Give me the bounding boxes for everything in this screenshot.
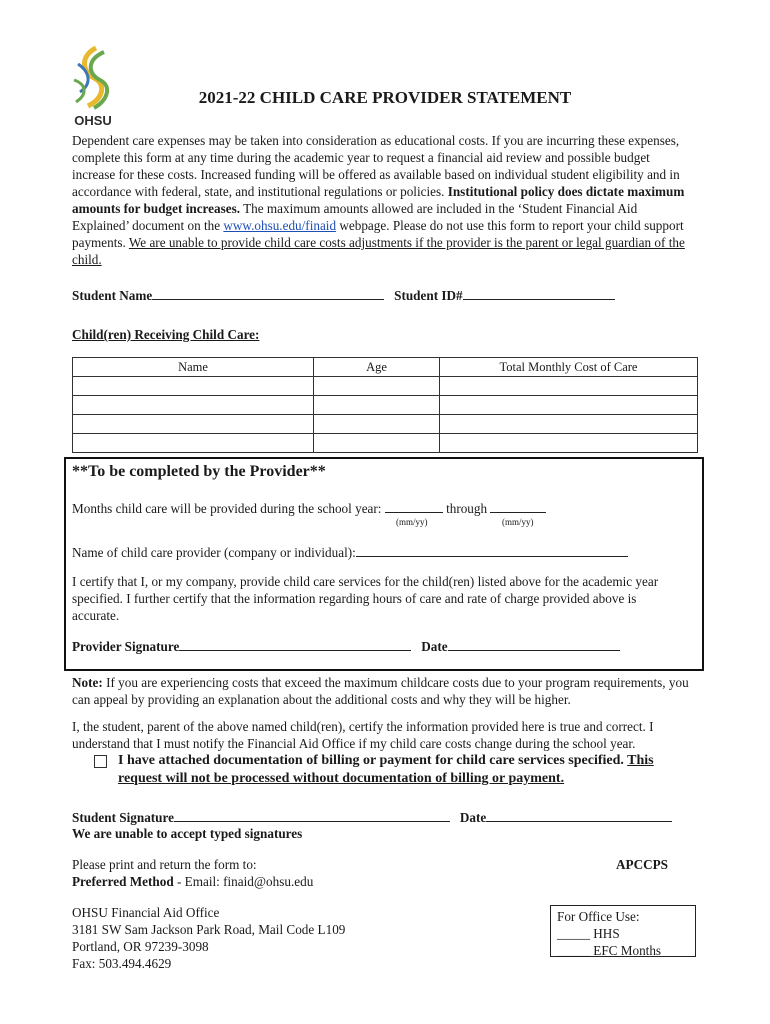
note-paragraph bbox=[72, 674, 694, 708]
attach-text: I have attached documentation of billing or payment for child care services specified. bbox=[118, 753, 624, 768]
attach-statement bbox=[118, 752, 698, 788]
child-cost-cell[interactable] bbox=[440, 415, 698, 434]
col-age-header: Age bbox=[314, 358, 440, 377]
format-hint-start: (mm/yy) bbox=[396, 517, 428, 527]
child-age-cell[interactable] bbox=[314, 415, 440, 434]
table-row bbox=[73, 434, 698, 453]
provider-certify-text: I certify that I, or my company, provide child care services for the child(ren) listed above for the academic year specified. I further certify that the information regarding hours of care and rate of charge provided above is accurate. bbox=[72, 574, 659, 623]
intro-text: Dependent care expenses may be taken into consideration as educational costs. If you are incurring these expenses, complete this form at any time during the academic year to request a financial aid review and possible budget increase for these costs. Increased funding will be offered as available based on individual student eligibility and in accordance with federal, state, and institutional regulations or policies. bbox=[72, 133, 680, 199]
student-signature-line bbox=[72, 808, 672, 826]
address-line: Fax: 503.494.4629 bbox=[72, 956, 172, 971]
provider-signature-field[interactable] bbox=[179, 637, 411, 651]
child-cost-cell[interactable] bbox=[440, 377, 698, 396]
address-line: OHSU Financial Aid Office bbox=[72, 905, 220, 920]
student-line bbox=[72, 286, 615, 304]
provider-name-label: Name of child care provider (company or individual): bbox=[72, 545, 356, 560]
intro-text-3: webpage. Please do not use this form to report your child support payments. bbox=[72, 218, 684, 250]
form-title: 2021-22 CHILD CARE PROVIDER STATEMENT bbox=[198, 88, 572, 107]
ohsu-logo bbox=[64, 44, 122, 126]
table-row bbox=[73, 396, 698, 415]
child-name-cell[interactable] bbox=[73, 377, 314, 396]
children-heading: Child(ren) Receiving Child Care: bbox=[72, 327, 260, 342]
typed-signature-note: We are unable to accept typed signatures bbox=[72, 826, 303, 841]
note-text: If you are experiencing costs that exceed the maximum childcare costs due to your program requirements, you can appeal by providing an explanation about the additional costs and why they will be higher. bbox=[72, 675, 689, 707]
preferred-method-label: Preferred Method bbox=[72, 874, 174, 889]
office-use-efc: _____ EFC Months bbox=[557, 943, 662, 958]
table-header-row bbox=[73, 358, 698, 377]
office-use-hhs: _____ HHS bbox=[557, 926, 620, 941]
office-use-title: For Office Use: bbox=[557, 909, 640, 924]
provider-name-field[interactable] bbox=[356, 543, 628, 557]
student-id-label: Student ID# bbox=[394, 288, 463, 303]
child-name-cell[interactable] bbox=[73, 434, 314, 453]
logo-text: OHSU bbox=[74, 113, 112, 128]
preferred-method bbox=[72, 873, 313, 890]
intro-paragraph bbox=[72, 132, 694, 268]
student-name-field[interactable] bbox=[152, 286, 384, 300]
note-label: Note: bbox=[72, 675, 103, 690]
child-cost-cell[interactable] bbox=[440, 434, 698, 453]
intro-policy-bold: Institutional policy does dictate maximum amounts for budget increases. bbox=[72, 184, 685, 216]
months-start-field[interactable] bbox=[385, 499, 443, 513]
student-date-label: Date bbox=[459, 810, 487, 825]
child-cost-cell[interactable] bbox=[440, 396, 698, 415]
col-cost-header: Total Monthly Cost of Care bbox=[440, 358, 698, 377]
attach-underlined-warning: This request will not be processed without documentation of billing or payment. bbox=[118, 753, 654, 786]
provider-heading: **To be completed by the Provider** bbox=[72, 463, 326, 480]
provider-date-field[interactable] bbox=[448, 637, 620, 651]
provider-signature-label: Provider Signature bbox=[72, 639, 180, 654]
child-age-cell[interactable] bbox=[314, 377, 440, 396]
children-table bbox=[72, 357, 698, 453]
child-name-cell[interactable] bbox=[73, 396, 314, 415]
format-hint-end: (mm/yy) bbox=[502, 517, 534, 527]
provider-section bbox=[64, 457, 704, 671]
col-name-header: Name bbox=[73, 358, 314, 377]
through-label: through bbox=[446, 501, 488, 516]
office-address bbox=[72, 904, 345, 972]
provider-date-label: Date bbox=[421, 639, 448, 654]
table-row bbox=[73, 415, 698, 434]
student-date-field[interactable] bbox=[486, 808, 672, 822]
finaid-link[interactable]: www.ohsu.edu/finaid bbox=[223, 218, 337, 233]
office-use-box bbox=[550, 905, 696, 957]
months-line bbox=[72, 499, 546, 517]
student-signature-field[interactable] bbox=[174, 808, 450, 822]
provider-signature-line bbox=[72, 637, 620, 655]
intro-text-2: The maximum amounts allowed are included in the ‘Student Financial Aid Explained’ document on the bbox=[72, 201, 638, 233]
intro-underlined-note: We are unable to provide child care costs adjustments if the provider is the parent or legal guardian of the child. bbox=[72, 235, 685, 267]
child-name-cell[interactable] bbox=[73, 415, 314, 434]
student-id-field[interactable] bbox=[463, 286, 615, 300]
return-instructions: Please print and return the form to: bbox=[72, 857, 257, 872]
provider-name-line bbox=[72, 543, 628, 561]
form-code: APCCPS bbox=[616, 857, 669, 872]
child-age-cell[interactable] bbox=[314, 434, 440, 453]
student-signature-label: Student Signature bbox=[72, 810, 174, 825]
attach-checkbox[interactable] bbox=[94, 755, 107, 768]
address-line: Portland, OR 97239-3098 bbox=[72, 939, 209, 954]
student-name-label: Student Name bbox=[72, 288, 153, 303]
months-end-field[interactable] bbox=[490, 499, 546, 513]
months-label: Months child care will be provided during the school year: bbox=[72, 501, 382, 516]
student-certify-text: I, the student, parent of the above named child(ren), certify the information provided here is true and correct. I understand that I must notify the Financial Aid Office if my child care costs change during the school year. bbox=[72, 719, 654, 751]
table-row bbox=[73, 377, 698, 396]
preferred-method-email: - Email: finaid@ohsu.edu bbox=[173, 874, 314, 889]
child-age-cell[interactable] bbox=[314, 396, 440, 415]
address-line: 3181 SW Sam Jackson Park Road, Mail Code L109 bbox=[72, 922, 346, 937]
